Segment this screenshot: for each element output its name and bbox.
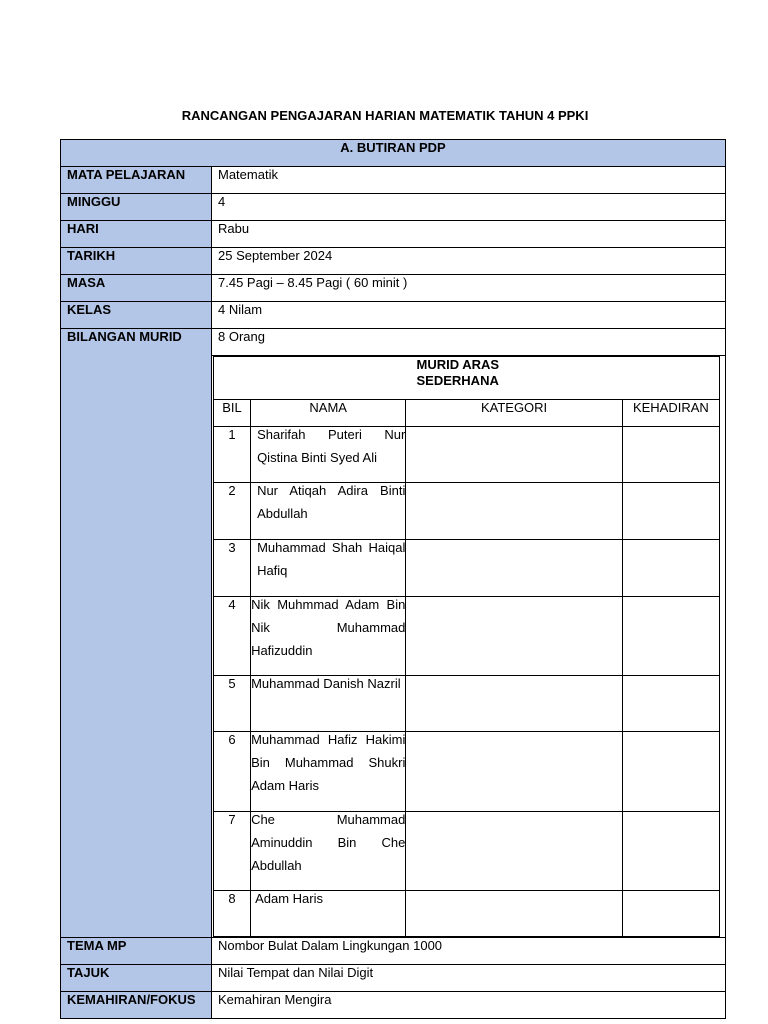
student-kategori: [406, 427, 622, 483]
table-row: [61, 248, 726, 275]
student-row: [214, 891, 720, 937]
student-name: Adam Haris: [251, 891, 406, 937]
row-value: Kemahiran Mengira: [212, 992, 726, 1019]
title-line-1: MURID ARAS: [416, 357, 500, 372]
student-bil: 3: [214, 540, 251, 597]
student-kategori: [406, 540, 622, 597]
row-label: MASA: [61, 275, 212, 302]
student-kehadiran: [622, 891, 719, 937]
column-header-nama: NAMA: [251, 400, 406, 427]
student-row: [214, 540, 720, 597]
row-value: 25 September 2024: [212, 248, 726, 275]
document-title: RANCANGAN PENGAJARAN HARIAN MATEMATIK TAHUN 4 PPKI: [181, 108, 589, 123]
table-row: [61, 167, 726, 194]
row-value: 8 Orang: [212, 329, 726, 356]
student-bil: 2: [214, 483, 251, 540]
student-row: [214, 597, 720, 676]
student-kehadiran: [622, 540, 719, 597]
row-label: TAJUK: [61, 965, 212, 992]
table-row: [61, 221, 726, 248]
student-kategori: [406, 597, 622, 676]
row-label: TARIKH: [61, 248, 212, 275]
student-kehadiran: [622, 732, 719, 812]
students-cell: [212, 356, 726, 938]
students-table: [213, 356, 720, 937]
table-row: [61, 329, 726, 356]
row-value: Rabu: [212, 221, 726, 248]
column-header-kategori: KATEGORI: [406, 400, 622, 427]
student-bil: 6: [214, 732, 251, 812]
row-label: TEMA MP: [61, 938, 212, 965]
row-value: 4: [212, 194, 726, 221]
student-bil: 8: [214, 891, 251, 937]
table-row: [61, 965, 726, 992]
student-kehadiran: [622, 597, 719, 676]
students-table-title: [214, 357, 720, 400]
student-kehadiran: [622, 812, 719, 891]
row-value: 4 Nilam: [212, 302, 726, 329]
table-row: [61, 275, 726, 302]
table-row: [61, 302, 726, 329]
student-bil: 1: [214, 427, 251, 483]
student-bil: 5: [214, 676, 251, 732]
student-name: Che Muhammad Aminuddin Bin Che Abdullah: [251, 812, 406, 891]
student-kehadiran: [622, 676, 719, 732]
student-row: [214, 676, 720, 732]
table-row: [61, 938, 726, 965]
student-kategori: [406, 812, 622, 891]
section-header: [61, 140, 726, 167]
student-kehadiran: [622, 427, 719, 483]
student-bil: 4: [214, 597, 251, 676]
student-row: [214, 483, 720, 540]
student-name: Nur Atiqah Adira Binti Abdullah: [251, 483, 406, 540]
student-kategori: [406, 676, 622, 732]
student-name: Muhammad Hafiz Hakimi Bin Muhammad Shukri Adam Haris: [251, 732, 406, 812]
student-kategori: [406, 732, 622, 812]
row-label: MATA PELAJARAN: [61, 167, 212, 194]
row-value: Nombor Bulat Dalam Lingkungan 1000: [212, 938, 726, 965]
student-row: [214, 427, 720, 483]
row-label: BILANGAN MURID: [61, 329, 212, 938]
row-label: MINGGU: [61, 194, 212, 221]
row-label: HARI: [61, 221, 212, 248]
student-name: Muhammad Shah Haiqal Hafiq: [251, 540, 406, 597]
row-value: 7.45 Pagi – 8.45 Pagi ( 60 minit ): [212, 275, 726, 302]
student-kehadiran: [622, 483, 719, 540]
table-row: [61, 992, 726, 1019]
row-label: KELAS: [61, 302, 212, 329]
title-line-2: SEDERHANA: [416, 373, 499, 388]
student-name: Nik Muhmmad Adam Bin Nik Muhammad Hafizuddin: [251, 597, 406, 676]
row-value: Matematik: [212, 167, 726, 194]
student-row: [214, 732, 720, 812]
student-kategori: [406, 483, 622, 540]
row-label: KEMAHIRAN/FOKUS: [61, 992, 212, 1019]
column-header-kehadiran: KEHADIRAN: [622, 400, 719, 427]
student-row: [214, 812, 720, 891]
student-name: Muhammad Danish Nazril: [251, 676, 406, 732]
section-header-text: A. BUTIRAN PDP: [340, 140, 446, 155]
lesson-plan-table: [60, 139, 726, 1019]
table-row: [61, 194, 726, 221]
row-value: Nilai Tempat dan Nilai Digit: [212, 965, 726, 992]
student-bil: 7: [214, 812, 251, 891]
student-name: Sharifah Puteri Nur Qistina Binti Syed Ali: [251, 427, 406, 483]
column-header-bil: BIL: [214, 400, 251, 427]
student-kategori: [406, 891, 622, 937]
